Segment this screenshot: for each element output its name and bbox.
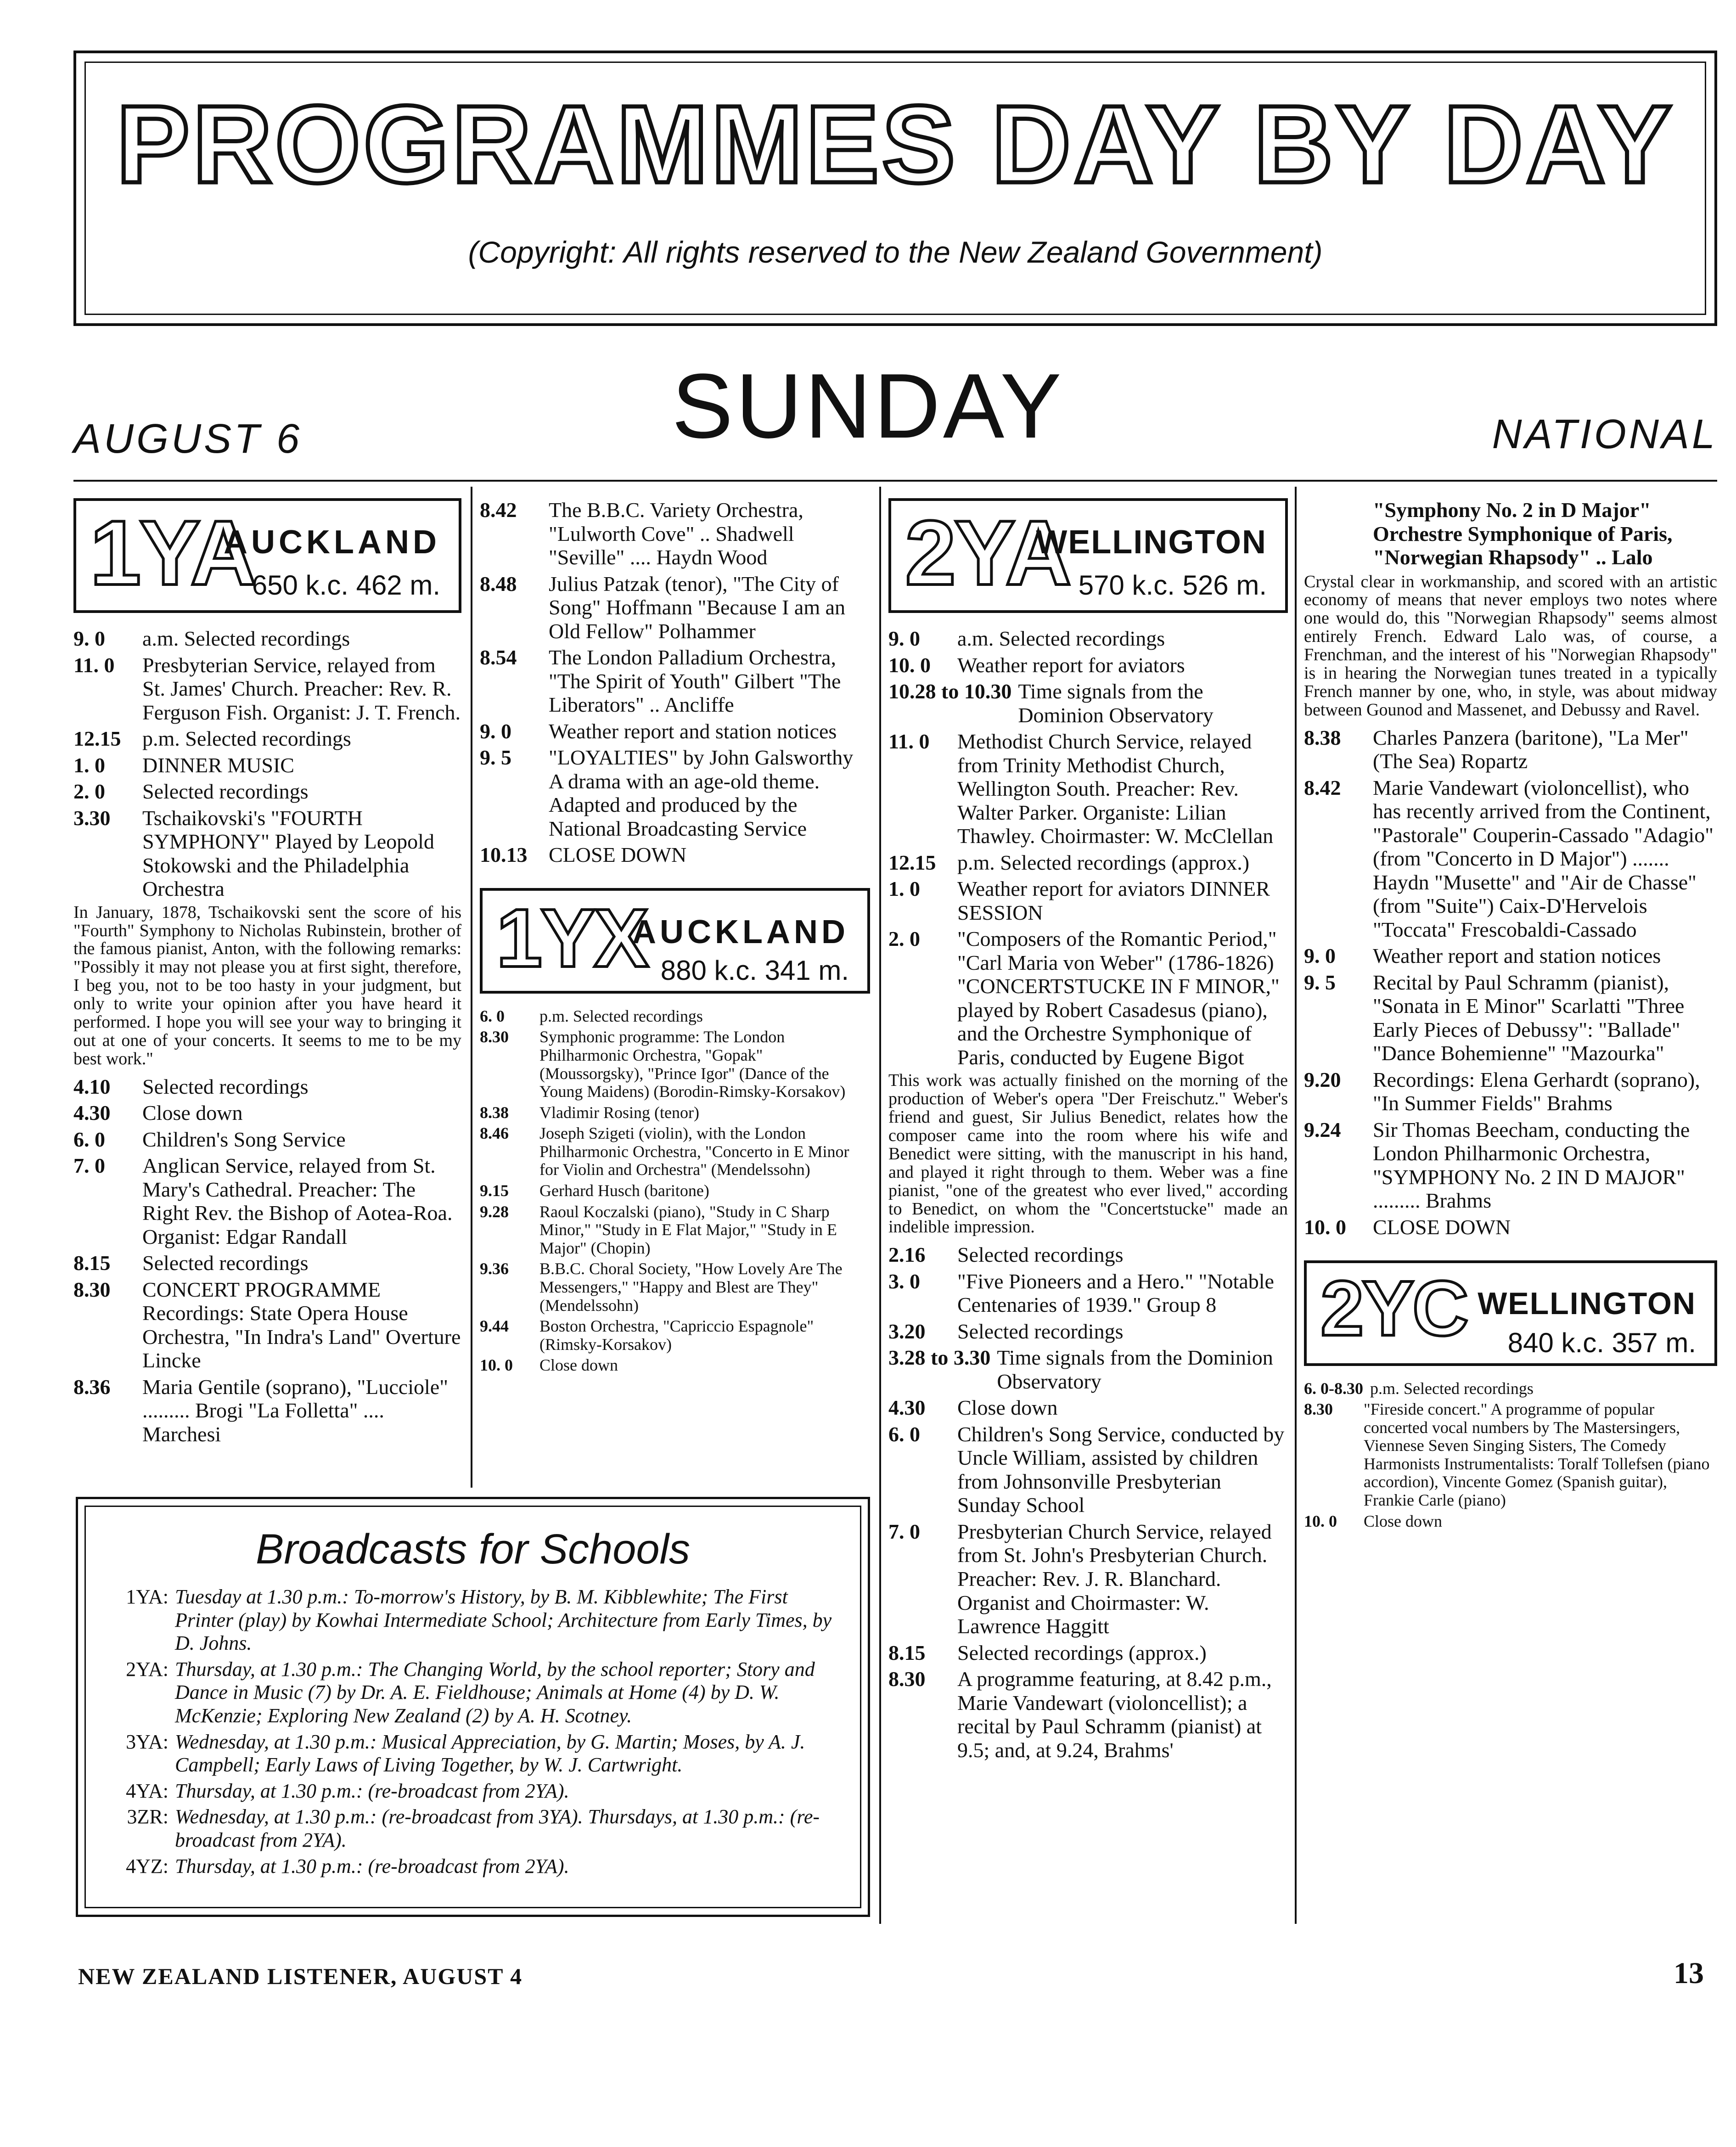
list-item: 10.13 CLOSE DOWN: [480, 843, 687, 867]
date-label: AUGUST 6: [73, 416, 303, 462]
city-2ya: WELLINGTON: [1036, 524, 1267, 561]
list-item: 8.36 Maria Gentile (soprano), "Lucciole" ......... Brogi "La Folletta" .... Marchesi: [73, 1375, 448, 1446]
network-label: NATIONAL: [1492, 411, 1718, 457]
schools-row: 3YA: Wednesday, at 1.30 p.m.: Musical Appreciation, by G. Martin; Moses, by A. J. Campbell; Early Laws of Living Together, by W. J. Cartwright.: [126, 1730, 805, 1776]
list-item: 8.15 Selected recordings (approx.): [888, 1641, 1207, 1664]
list-item: 8.30 "Fireside concert." A programme of popular concerted vocal numbers by The Mastersingers, Viennese Seven Singing Sisters, The Comedy Harmonists Instrumentalists: Toralf Tollefsen (piano accordion), Vincente Gomez (Spanish guitar), Frankie Carle (piano): [1304, 1400, 1710, 1510]
list-item: 10. 0 Weather report for aviators: [888, 653, 1185, 677]
list-item: 8.30 A programme featuring, at 8.42 p.m., Marie Vandewart (violoncellist); a recital by Paul Schramm (pianist) at 9.5; and, at 9.24, Brahms': [888, 1667, 1272, 1762]
column-divider-2: [879, 487, 881, 1924]
freq-2yc: 840 k.c. 357 m.: [1507, 1327, 1696, 1358]
copyright-line: (Copyright: All rights reserved to the New Zealand Government): [468, 235, 1323, 269]
list-item: 9.20 Recordings: Elena Gerhardt (soprano), "In Summer Fields" Brahms: [1304, 1068, 1700, 1115]
list-item: 8.38 Vladimir Rosing (tenor): [480, 1103, 699, 1122]
station-box-1yx: [480, 888, 870, 994]
list-item: 2.16 Selected recordings: [888, 1243, 1124, 1267]
city-1yx: AUCKLAND: [632, 913, 849, 950]
list-item: 10.28 to 10.30 Time signals from the Dominion Observatory: [888, 680, 1214, 727]
list-item: 3.20 Selected recordings: [888, 1319, 1124, 1343]
list-item: 1. 0 DINNER MUSIC: [73, 753, 294, 777]
list-item: 9.15 Gerhard Husch (baritone): [480, 1181, 709, 1200]
title-frame: [73, 51, 1717, 326]
list-item: 6. 0-8.30 p.m. Selected recordings: [1304, 1379, 1534, 1398]
list-item: 3.30 Tschaikovski's "FOURTH SYMPHONY" Played by Leopold Stokowski and the Philadelphia Orchestra: [73, 806, 434, 901]
list-item: 4.10 Selected recordings: [73, 1074, 309, 1098]
schools-box-inner: [84, 1506, 861, 1908]
list-item: 9.36 B.B.C. Choral Society, "How Lovely Are The Messengers," "Happy and Blest are They" (Mendelssohn): [480, 1259, 843, 1315]
programme-note: This work was actually finished on the morning of the production of Weber's opera "Der Freischutz." Weber's friend and guest, Sir Julius Benedict, relates how the composer came into the room where his wife and Benedict were sitting, with the manuscript in his hand, and played it right through to them. Weber was a fine pianist, "one of the greatest who ever lived," according to Benedict, on whom the "Concertstucke" made an indelible impression.: [888, 1071, 1288, 1237]
list-item: 4.30 Close down: [73, 1101, 243, 1125]
list-item: 7. 0 Anglican Service, relayed from St. Mary's Cathedral. Preacher: The Right Rev. the Bishop of Aotea-Roa. Organist: Edgar Randall: [73, 1154, 453, 1248]
list-item: 8.42 The B.B.C. Variety Orchestra, "Lulworth Cove" .. Shadwell "Seville" .... Haydn Wood: [480, 498, 803, 569]
page-number: 13: [1674, 1956, 1704, 1990]
schools-box: [76, 1497, 870, 1917]
list-item: 10. 0 Close down: [480, 1356, 618, 1375]
freq-1yx: 880 k.c. 341 m.: [660, 955, 849, 986]
list-item: 12.15 p.m. Selected recordings (approx.): [888, 850, 1250, 874]
schools-row: 1YA: Tuesday at 1.30 p.m.: To-morrow's History, by B. M. Kibblewhite; The First Printer (play) by Kowhai Intermediate School; Architecture from Early Times, by D. Johns.: [126, 1585, 832, 1655]
list-item: 11. 0 Methodist Church Service, relayed from Trinity Methodist Church, Wellington South. Preacher: Rev. Walter Parker. Organiste: Lilian Thawley. Choirmaster: W. McClellan: [888, 730, 1274, 848]
list-item: 4.30 Close down: [888, 1396, 1058, 1420]
list-item: 9.28 Raoul Koczalski (piano), "Study in C Sharp Minor," "Study in E Flat Major," "Study in E Major" (Chopin): [480, 1202, 837, 1257]
list-item: 9. 5 Recital by Paul Schramm (pianist), "Sonata in E Minor" Scarlatti "Three Early Pieces of Debussy": "Ballade" "Dance Bohemienne" "Mazourka": [1304, 970, 1685, 1065]
programme-note: In January, 1878, Tschaikovski sent the score of his "Fourth" Symphony to Nicholas Rubinstein, brother of the famous pianist, Anton, with the following remarks: "Possibly it may not please you at first sight, therefore, I beg you, not to be too hasty in your judgment, but only to write your opinion after you have heard it performed. I hope you will see your way to bringing it out at one of your concerts. It seems to me to be my best work.": [73, 902, 461, 1068]
list-item: 8.15 Selected recordings: [73, 1251, 309, 1275]
list-item: 8.38 Charles Panzera (baritone), "La Mer" (The Sea) Ropartz: [1304, 725, 1689, 773]
station-box-1ya: [73, 498, 461, 613]
list-item: 1. 0 Weather report for aviators DINNER SESSION: [888, 877, 1270, 924]
column-divider-3: [1295, 487, 1297, 1924]
list-item: 8.30 Symphonic programme: The London Philharmonic Orchestra, "Gopak" (Moussorgsky), "Prince Igor" (Dance of the Young Maidens) (Borodin-Rimsky-Korsakov): [480, 1028, 846, 1101]
list-item: 8.30 CONCERT PROGRAMME Recordings: State Opera House Orchestra, "In Indra's Land" Overture Lincke: [73, 1277, 461, 1372]
schools-title: Broadcasts for Schools: [255, 1526, 690, 1573]
list-item: 8.42 Marie Vandewart (violoncellist), who has recently arrived from the Continent, "Pastorale" Couperin-Cassado "Adagio" (from "Concerto in D Major") ....... Haydn "Musette" and "Air de Chasse" (from "Suite") Caix-D'Hervelois "Toccata" Frescobaldi-Cassado: [1304, 776, 1714, 941]
city-1ya: AUCKLAND: [224, 524, 440, 561]
freq-2ya: 570 k.c. 526 m.: [1078, 570, 1267, 601]
list-item: 2. 0 Selected recordings: [73, 780, 309, 804]
column-divider-1: [471, 487, 472, 1488]
day-heading: SUNDAY: [672, 355, 1064, 457]
continued-text: "Symphony No. 2 in D Major" Orchestre Symphonique of Paris, "Norwegian Rhapsody" .. Lalo: [1373, 498, 1673, 569]
list-item: 3.28 to 3.30 Time signals from the Dominion Observatory: [888, 1346, 1273, 1393]
callsign-2ya: 2YA: [905, 502, 1070, 604]
column-2: [480, 498, 870, 1377]
callsign-2yc: 2YC: [1320, 1265, 1467, 1352]
list-item: 9. 0 Weather report and station notices: [1304, 944, 1661, 968]
list-item: 8.54 The London Palladium Orchestra, "The Spirit of Youth" Gilbert "The Liberators" .. Ancliffe: [480, 646, 841, 717]
list-item: 8.48 Julius Patzak (tenor), "The City of Song" Hoffmann "Because I am an Old Fellow" Polhammer: [480, 572, 846, 643]
list-item: 2. 0 "Composers of the Romantic Period," "Carl Maria von Weber" (1786-1826) "CONCERTSTUCKE IN F MINOR," played by Robert Casadesus (piano), and the Orchestre Symphonique of Paris, conducted by Eugene Bigot: [888, 927, 1280, 1069]
top-rule: [73, 480, 1717, 482]
list-item: 10. 0 Close down: [1304, 1512, 1442, 1530]
schools-row: 4YA: Thursday, at 1.30 p.m.: (re-broadcast from 2YA).: [126, 1779, 569, 1802]
list-item: 6. 0 Children's Song Service, conducted by Uncle William, assisted by children from Johnsonville Presbyterian Sunday School: [888, 1422, 1285, 1517]
list-item: 6. 0 p.m. Selected recordings: [480, 1006, 703, 1025]
list-item: 9. 0 Weather report and station notices: [480, 719, 837, 743]
list-item: 9.24 Sir Thomas Beecham, conducting the London Philharmonic Orchestra, "SYMPHONY No. 2 IN D MAJOR" ......... Brahms: [1304, 1118, 1690, 1213]
list-item: 9. 5 "LOYALTIES" by John Galsworthy A drama with an age-old theme. Adapted and produced by the National Broadcasting Service: [480, 746, 854, 840]
footer-publication: NEW ZEALAND LISTENER, AUGUST 4: [78, 1963, 523, 1989]
schools-row: 3ZR: Wednesday, at 1.30 p.m.: (re-broadcast from 3YA). Thursdays, at 1.30 p.m.: (re-broadcast from 2YA).: [127, 1805, 820, 1851]
list-item: 7. 0 Presbyterian Church Service, relayed from St. John's Presbyterian Church. Preacher: Rev. J. R. Blanchard. Organist and Choirmaster: W. Lawrence Haggitt: [888, 1519, 1272, 1638]
page-title: PROGRAMMES DAY BY DAY: [116, 83, 1674, 206]
list-item: 9.44 Boston Orchestra, "Capriccio Espagnole" (Rimsky-Korsakov): [480, 1317, 814, 1354]
column-4: [1304, 498, 1717, 1533]
list-item: 9. 0 a.m. Selected recordings: [888, 627, 1165, 650]
callsign-1ya: 1YA: [90, 502, 255, 604]
station-box-2ya: [888, 498, 1288, 613]
list-item: 11. 0 Presbyterian Service, relayed from St. James' Church. Preacher: Rev. R. Ferguson Fish. Organist: J. T. French.: [73, 653, 461, 724]
list-item: 3. 0 "Five Pioneers and a Hero." "Notable Centenaries of 1939." Group 8: [888, 1269, 1274, 1317]
column-1ya: [73, 498, 461, 1449]
list-item: 6. 0 Children's Song Service: [73, 1127, 346, 1151]
column-2ya: [888, 498, 1288, 1765]
station-box-2yc: [1304, 1260, 1717, 1366]
city-2yc: WELLINGTON: [1478, 1286, 1696, 1321]
list-item: 8.46 Joseph Szigeti (violin), with the London Philharmonic Orchestra, "Concerto in E Minor for Violin and Orchestra" (Mendelssohn): [480, 1124, 849, 1179]
programme-note: Crystal clear in workmanship, and scored with an artistic economy of means that never employs two notes where one would do, this "Norwegian Rhapsody" seems almost entirely French. Edward Lalo was, of course, a Frenchman, and the interest of his "Norwegian Rhapsody" is in hearing the Norwegian tunes treated in a typically French manner by one, who, in style, was about midway between Gounod and Massenet, and Debussy and Ravel.: [1304, 572, 1717, 719]
list-item: 10. 0 CLOSE DOWN: [1304, 1215, 1511, 1239]
freq-1ya: 650 k.c. 462 m.: [252, 570, 440, 601]
schools-row: 4YZ: Thursday, at 1.30 p.m.: (re-broadcast from 2YA).: [126, 1855, 569, 1877]
list-item: 12.15 p.m. Selected recordings: [73, 727, 351, 751]
schools-row: 2YA: Thursday, at 1.30 p.m.: The Changing World, by the school reporter; Story and Dance in Music (7) by Dr. A. E. Fieldhouse; Animals at Home (4) by D. W. McKenzie; Exploring New Zealand (2) by A. H. Scotney.: [126, 1658, 815, 1727]
callsign-1yx: 1YX: [496, 892, 647, 984]
list-item: 9. 0 a.m. Selected recordings: [73, 627, 350, 650]
